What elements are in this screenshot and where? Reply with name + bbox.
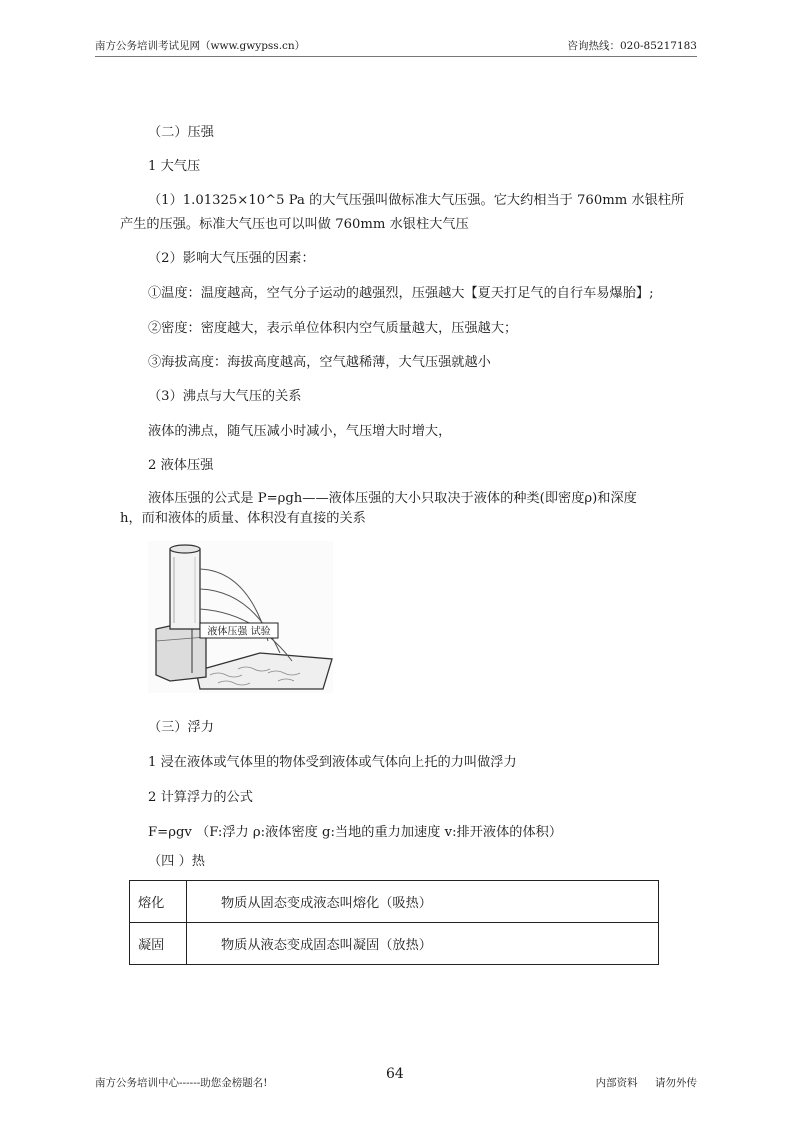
footer-confidential-note: 内部资料 请勿外传 xyxy=(595,1077,697,1089)
paragraph-line: （3）沸点与大气压的关系 xyxy=(148,389,302,404)
header-hotline: 咨询热线：020-85217183 xyxy=(567,40,697,52)
section-heading-heat: （四 ）热 xyxy=(148,854,205,869)
buoyancy-formula: F=ρgv （F:浮力 ρ:液体密度 g:当地的重力加速度 v:排开液体的体积） xyxy=(148,825,563,840)
table-cell-description: 物质从固态变成液态叫熔化（吸热） xyxy=(187,881,659,923)
table-row xyxy=(130,923,659,965)
header-divider xyxy=(95,56,697,57)
table-cell-term: 熔化 xyxy=(130,881,187,923)
paragraph-line: ①温度：温度越高，空气分子运动的越强烈，压强越大【夏天打足气的自行车易爆胎】; xyxy=(148,286,654,301)
subheading-liquid-pressure: 2 液体压强 xyxy=(148,458,214,473)
footer-slogan: 南方公务培训中心------助您金榜题名! xyxy=(95,1077,268,1089)
paragraph-line: 产生的压强。标准大气压也可以叫做 760mm 水银柱大气压 xyxy=(120,217,469,232)
section-heading-buoyancy: （三）浮力 xyxy=(148,720,214,735)
table-cell-description: 物质从液态变成固态叫凝固（放热） xyxy=(187,923,659,965)
paragraph-line: 1 浸在液体或气体里的物体受到液体或气体向上托的力叫做浮力 xyxy=(148,755,517,770)
table-cell-term: 凝固 xyxy=(130,923,187,965)
page-number: 64 xyxy=(386,1066,404,1082)
table-row xyxy=(130,881,659,923)
paragraph-line: ②密度：密度越大，表示单位体积内空气质量越大，压强越大； xyxy=(148,321,518,336)
paragraph-line: ③海拔高度：海拔高度越高，空气越稀薄，大气压强就越小 xyxy=(148,355,491,370)
paragraph-line: （1）1.01325×10^5 Pa 的大气压强叫做标准大气压强。它大约相当于 760mm 水银柱所 xyxy=(148,193,685,208)
paragraph-line: 液体压强的公式是 P=ρgh——液体压强的大小只取决于液体的种类(即密度ρ)和深度 xyxy=(148,491,637,506)
subheading-buoyancy-formula: 2 计算浮力的公式 xyxy=(148,790,253,805)
paragraph-line: 液体的沸点，随气压减小时减小，气压增大时增大， xyxy=(148,424,452,439)
paragraph-line: h，而和液体的质量、体积没有直接的关系 xyxy=(120,511,366,526)
header-site-name: 南方公务培训考试见网（www.gwypss.cn） xyxy=(95,40,306,52)
phase-change-table xyxy=(129,880,659,965)
liquid-pressure-experiment-figure xyxy=(148,541,333,693)
paragraph-line: （2）影响大气压强的因素： xyxy=(148,251,315,266)
section-heading-pressure: （二）压强 xyxy=(148,125,214,140)
subheading-atmospheric-pressure: 1 大气压 xyxy=(148,159,201,174)
figure-label: 液体压强 试验 xyxy=(207,626,271,638)
